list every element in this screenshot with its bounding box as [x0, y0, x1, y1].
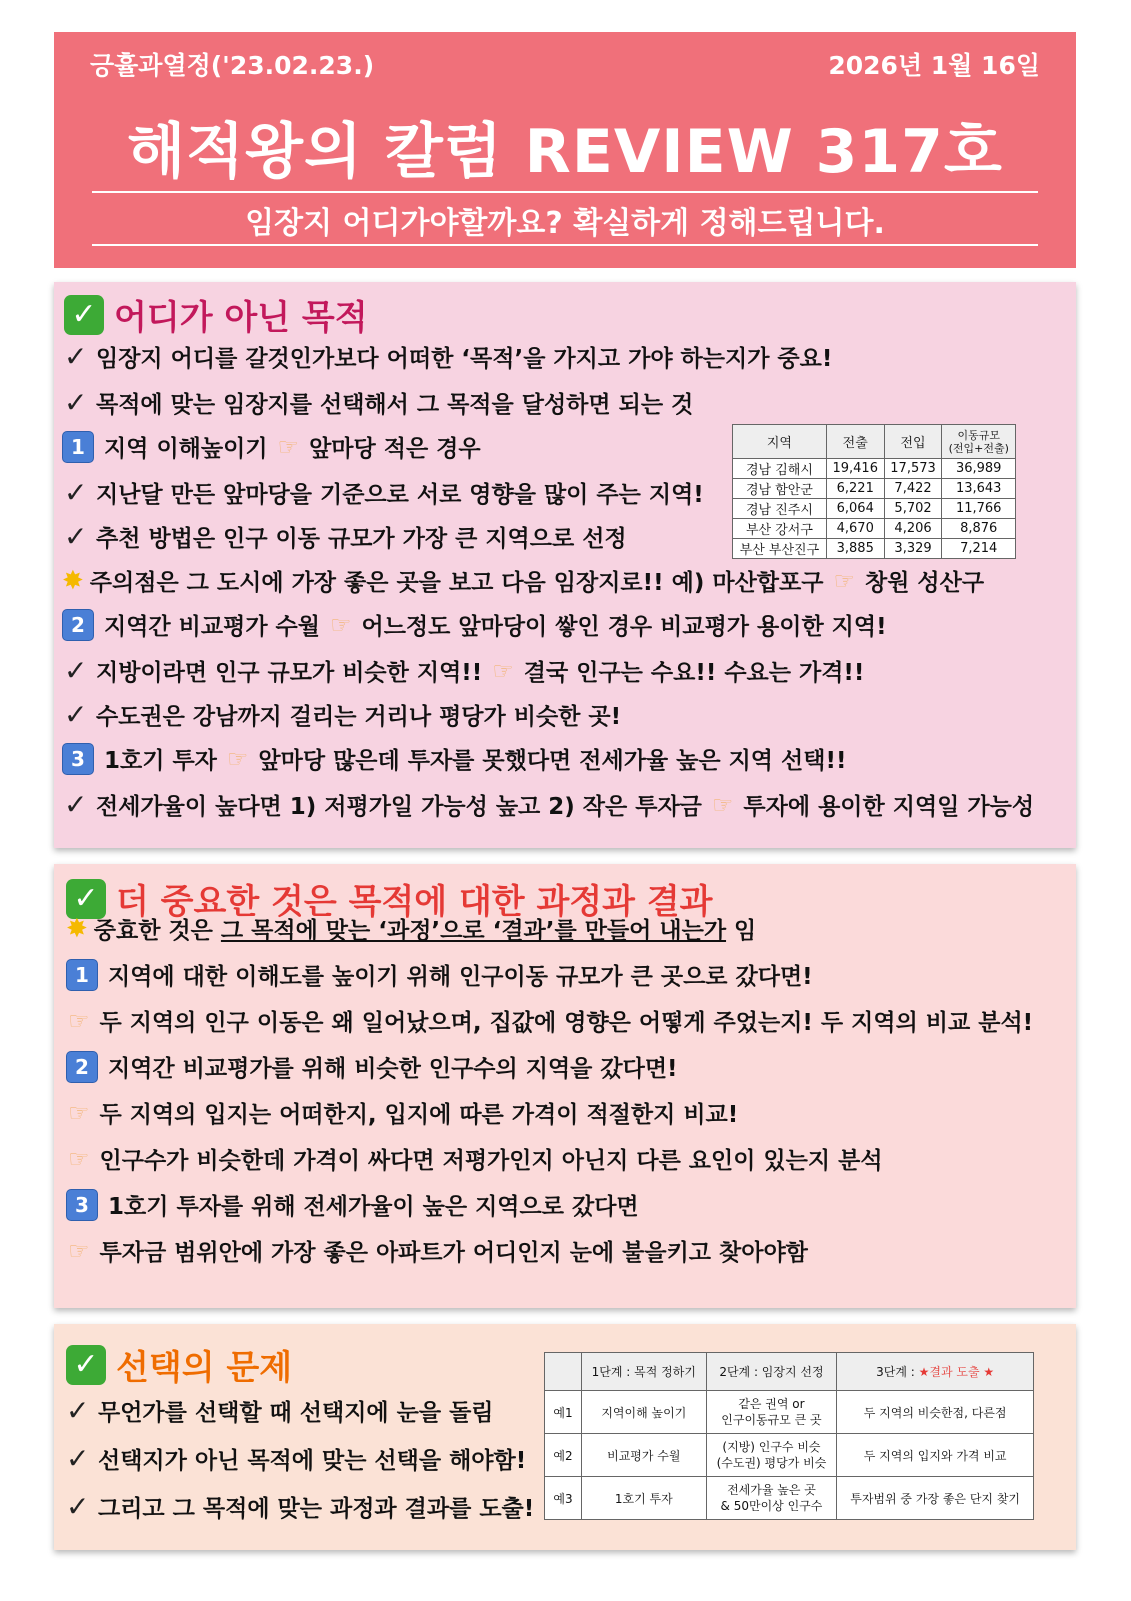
- table-header-cell: 전입: [884, 425, 942, 459]
- page-title: 해적왕의 칼럼 REVIEW 317호: [127, 117, 1003, 187]
- tick-icon: ✓: [64, 788, 88, 821]
- table-cell: 6,064: [826, 499, 884, 519]
- list-item: [66, 1004, 1033, 1037]
- tick-icon: ✓: [66, 1490, 90, 1523]
- list-item-text: 인구수가 비슷한데 가격이 싸다면 저평가인지 아닌지 다른 요인이 있는지 분석: [99, 1148, 883, 1174]
- list-item: [64, 386, 693, 419]
- divider: [92, 244, 1038, 246]
- header-text: 이동규모: [957, 428, 1000, 442]
- table-header-cell: [837, 1353, 1034, 1391]
- cell-text: 같은 권역 or: [738, 1397, 805, 1411]
- table-header-cell: 2단계 : 임장지 선정: [706, 1353, 837, 1391]
- list-item: [62, 608, 887, 641]
- list-item-text: 지역간 비교평가를 위해 비슷한 인구수의 지역을 갔다면!: [108, 1056, 678, 1082]
- table-cell: 경남 진주시: [733, 499, 827, 519]
- table-row: [733, 499, 1016, 519]
- pointing-hand-icon: ☞: [226, 744, 249, 773]
- table-cell: 36,989: [942, 459, 1016, 479]
- list-item: [66, 1394, 494, 1427]
- table-row: [733, 519, 1016, 539]
- pointing-hand-icon: ☞: [68, 1098, 90, 1127]
- tick-icon: ✓: [66, 1442, 90, 1475]
- check-mark-icon: ✓: [64, 295, 104, 335]
- section-heading: [64, 290, 368, 339]
- divider: [92, 191, 1038, 193]
- number-2-icon: 2: [66, 1051, 98, 1083]
- table-cell: 부산 강서구: [733, 519, 827, 539]
- list-item: [64, 476, 704, 509]
- list-item: [66, 1096, 738, 1129]
- tick-icon: ✓: [64, 476, 88, 509]
- tick-icon: ✓: [64, 520, 88, 553]
- cell-text: 인구이동규모 큰 곳: [721, 1413, 822, 1427]
- pointing-hand-icon: ☞: [68, 1236, 90, 1265]
- list-item-text: 수도권은 강남까지 걸리는 거리나 평당가 비슷한 곳!: [96, 704, 622, 730]
- list-item: [66, 1050, 678, 1083]
- table-cell: 7,422: [884, 479, 942, 499]
- table-cell: 5,702: [884, 499, 942, 519]
- table-header-cell: 지역: [733, 425, 827, 459]
- table-cell: 예1: [545, 1391, 582, 1434]
- header-text: 3단계 :: [876, 1365, 919, 1379]
- list-item-text: 주의점은 그 도시에 가장 좋은 곳을 보고 다음 임장지로!! 예) 마산합포구: [89, 570, 824, 596]
- list-item-text: 앞마당 많은데 투자를 못했다면 전세가율 높은 지역 선택!!: [258, 748, 847, 774]
- number-3-icon: 3: [62, 743, 94, 775]
- table-cell: 부산 부산진구: [733, 539, 827, 559]
- table-cell: 지역이해 높이기: [582, 1391, 707, 1434]
- list-item: [64, 340, 832, 373]
- list-item-text: 임장지 어디를 갈것인가보다 어떠한 ‘목적’을 가지고 가야 하는지가 중요!: [96, 346, 833, 372]
- list-item-text: 전세가율이 높다면 1) 저평가일 가능성 높고 2) 작은 투자금: [96, 794, 702, 820]
- table-header-cell: 전출: [826, 425, 884, 459]
- pointing-hand-icon: ☞: [68, 1006, 90, 1035]
- table-cell: 7,214: [942, 539, 1016, 559]
- pointing-hand-icon: ☞: [492, 656, 514, 685]
- cell-text: (지방) 인구수 비슷: [722, 1440, 821, 1454]
- list-item-text: 창원 성산구: [864, 570, 985, 596]
- list-item: [66, 958, 813, 991]
- header-banner: [54, 32, 1076, 268]
- list-item-text: 지역간 비교평가 수월: [104, 614, 320, 640]
- table-header-cell: 1단계 : 목적 정하기: [582, 1353, 707, 1391]
- org-label: 긍휼과열정('23.02.23.): [90, 51, 375, 80]
- table-cell: 19,416: [826, 459, 884, 479]
- section-heading-text: 더 중요한 것은 목적에 대한 과정과 결과: [116, 882, 713, 922]
- steps-table: [544, 1352, 1034, 1520]
- list-item-text: 무언가를 선택할 때 선택지에 눈을 돌림: [98, 1400, 494, 1426]
- list-item-text: 임: [734, 918, 757, 944]
- pointing-hand-icon: ☞: [833, 566, 855, 595]
- sparkle-star-icon: ✸: [66, 913, 88, 944]
- table-cell: 예3: [545, 1477, 582, 1520]
- tick-icon: ✓: [66, 1394, 90, 1427]
- table-header-cell: [545, 1353, 582, 1391]
- list-item-text: 선택지가 아닌 목적에 맞는 선택을 해야함!: [98, 1448, 527, 1474]
- check-mark-icon: ✓: [66, 1345, 106, 1385]
- list-item: [66, 1234, 808, 1267]
- section-heading-text: 선택의 문제: [116, 1348, 293, 1388]
- list-item-text: 투자금 범위안에 가장 좋은 아파트가 어디인지 눈에 불을키고 찾아야함: [99, 1240, 808, 1266]
- list-item-text: 추천 방법은 인구 이동 규모가 가장 큰 지역으로 선정: [96, 526, 627, 552]
- table-row: [545, 1391, 1034, 1434]
- tick-icon: ✓: [64, 698, 88, 731]
- list-item: [66, 1442, 526, 1475]
- pointing-hand-icon: ☞: [277, 432, 300, 461]
- table-header-cell: [942, 425, 1016, 459]
- table-cell: 경남 함안군: [733, 479, 827, 499]
- section-heading: [66, 1340, 292, 1389]
- list-item-text: 목적에 맞는 임장지를 선택해서 그 목적을 달성하면 되는 것: [96, 392, 694, 418]
- list-item: [62, 564, 984, 597]
- table-cell: 6,221: [826, 479, 884, 499]
- table-cell: 4,670: [826, 519, 884, 539]
- list-item-text: 지역 이해높이기: [104, 436, 268, 462]
- list-item: [64, 788, 1034, 821]
- list-item-text: 그리고 그 목적에 맞는 과정과 결과를 도출!: [98, 1496, 535, 1522]
- list-item-text: 지방이라면 인구 규모가 비슷한 지역!!: [96, 660, 483, 686]
- list-item-text: 투자에 용이한 지역일 가능성: [743, 794, 1035, 820]
- list-item: [62, 742, 846, 775]
- table-cell: 경남 김해시: [733, 459, 827, 479]
- section-heading-text: 어디가 아닌 목적: [114, 298, 368, 338]
- number-1-icon: 1: [66, 959, 98, 991]
- cell-text: (수도권) 평당가 비슷: [716, 1456, 827, 1470]
- list-item: [66, 1188, 639, 1221]
- table-cell: 투자범위 중 가장 좋은 단지 찾기: [837, 1477, 1034, 1520]
- table-row: [733, 479, 1016, 499]
- table-row: [545, 1477, 1034, 1520]
- list-item-text: 1호기 투자를 위해 전세가율이 높은 지역으로 갔다면: [108, 1194, 639, 1220]
- sparkle-star-icon: ✸: [62, 565, 84, 596]
- list-item: [64, 654, 864, 687]
- list-item: [66, 1490, 534, 1523]
- table-cell: 4,206: [884, 519, 942, 539]
- table-cell: 17,573: [884, 459, 942, 479]
- tick-icon: ✓: [64, 654, 88, 687]
- pointing-hand-icon: ☞: [68, 1144, 90, 1173]
- section-purpose: [54, 282, 1076, 848]
- list-item: [64, 698, 621, 731]
- migration-table: [732, 424, 1016, 559]
- section-process-result: [54, 864, 1076, 1308]
- list-item-text: 두 지역의 입지는 어떠한지, 입지에 따른 가격이 적절한지 비교!: [99, 1102, 739, 1128]
- table-row: [733, 539, 1016, 559]
- table-cell: 11,766: [942, 499, 1016, 519]
- table-cell: [706, 1477, 837, 1520]
- number-2-icon: 2: [62, 609, 94, 641]
- table-cell: [706, 1391, 837, 1434]
- table-cell: 비교평가 수월: [582, 1434, 707, 1477]
- page-subtitle: 임장지 어디가야할까요? 확실하게 정해드립니다.: [245, 206, 885, 241]
- tick-icon: ✓: [64, 340, 88, 373]
- cell-text: & 50만이상 인구수: [720, 1499, 823, 1513]
- header-text: (전입+전출): [948, 441, 1009, 455]
- table-cell: 두 지역의 입지와 가격 비교: [837, 1434, 1034, 1477]
- check-mark-icon: ✓: [66, 879, 106, 919]
- number-1-icon: 1: [62, 431, 94, 463]
- tick-icon: ✓: [64, 386, 88, 419]
- list-item-text: 지역에 대한 이해도를 높이기 위해 인구이동 규모가 큰 곳으로 갔다면!: [108, 964, 813, 990]
- table-cell: [706, 1434, 837, 1477]
- table-cell: 예2: [545, 1434, 582, 1477]
- list-item-text: 그 목적에 맞는 ‘과정’으로 ‘결과’를 만들어 내는가: [220, 918, 727, 944]
- table-cell: 3,329: [884, 539, 942, 559]
- table-cell: 3,885: [826, 539, 884, 559]
- table-cell: 1호기 투자: [582, 1477, 707, 1520]
- list-item: [66, 912, 756, 945]
- table-header-row: [733, 425, 1016, 459]
- number-3-icon: 3: [66, 1189, 98, 1221]
- table-header-row: [545, 1353, 1034, 1391]
- list-item-text: 어느정도 앞마당이 쌓인 경우 비교평가 용이한 지역!: [361, 614, 887, 640]
- pointing-hand-icon: ☞: [711, 790, 734, 819]
- list-item-text: 결국 인구는 수요!! 수요는 가격!!: [523, 660, 865, 686]
- list-item: [62, 430, 481, 463]
- table-row: [545, 1434, 1034, 1477]
- list-item-text: 중효한 것은: [93, 918, 213, 944]
- section-choice: [54, 1324, 1076, 1550]
- list-item-text: 두 지역의 인구 이동은 왜 일어났으며, 집값에 영향은 어떻게 주었는지! 두 지역의 비교 분석!: [99, 1010, 1034, 1036]
- table-cell: 8,876: [942, 519, 1016, 539]
- list-item: [66, 1142, 883, 1175]
- list-item-text: 1호기 투자: [104, 748, 217, 774]
- list-item-text: 앞마당 적은 경우: [309, 436, 481, 462]
- pointing-hand-icon: ☞: [329, 610, 352, 639]
- cell-text: 전세가율 높은 곳: [727, 1483, 816, 1497]
- header-text: ★결과 도출 ★: [918, 1365, 995, 1379]
- table-row: [733, 459, 1016, 479]
- date-label: 2026년 1월 16일: [828, 51, 1040, 80]
- list-item: [64, 520, 627, 553]
- list-item-text: 지난달 만든 앞마당을 기준으로 서로 영향을 많이 주는 지역!: [96, 482, 704, 508]
- table-cell: 두 지역의 비슷한점, 다른점: [837, 1391, 1034, 1434]
- table-cell: 13,643: [942, 479, 1016, 499]
